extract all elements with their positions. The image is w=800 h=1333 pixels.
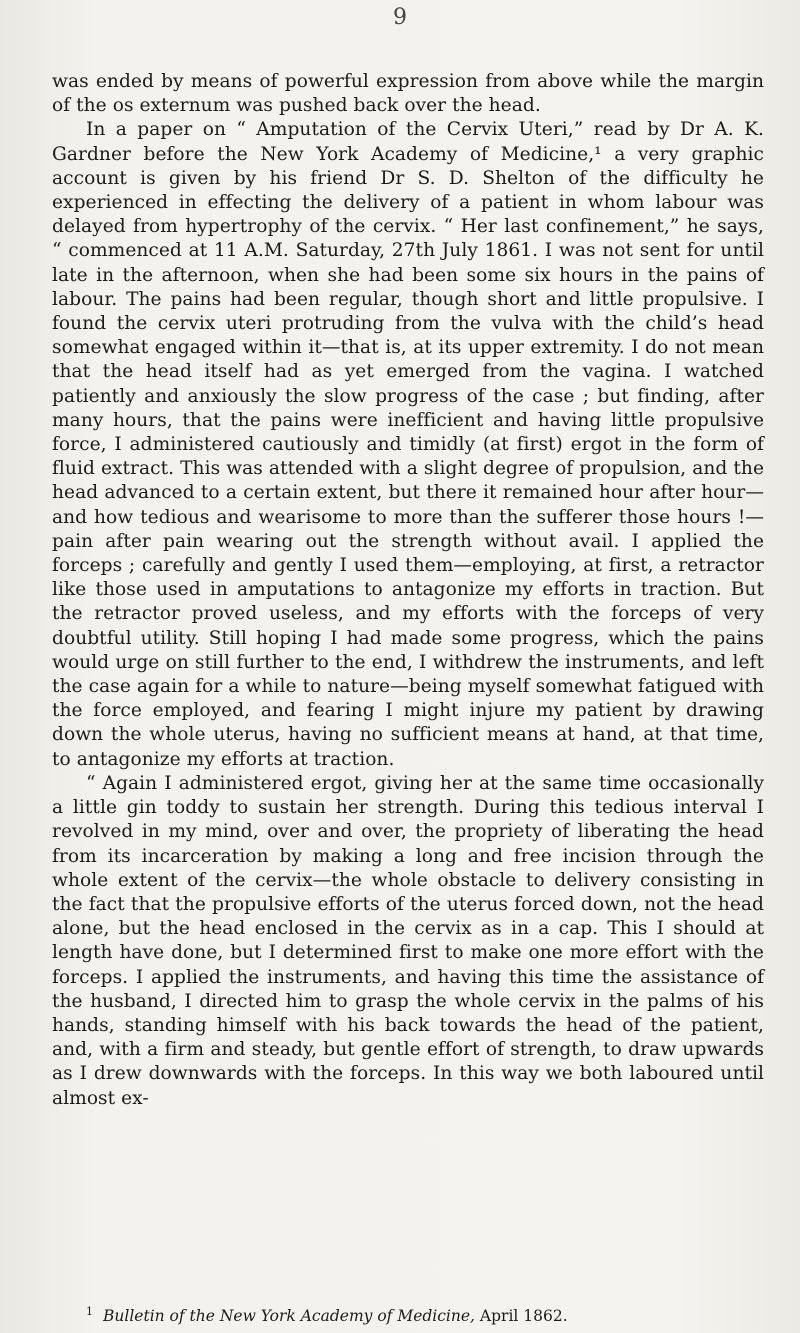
footnote-marker: 1 bbox=[86, 1305, 93, 1318]
footnote-date: April 1862. bbox=[479, 1307, 568, 1326]
paragraph-gardner-paper: In a paper on “ Amputation of the Cervix Uteri,” read by Dr A. K. Gardner before the New York Academy of Medicine,¹ a very graphic account is given by his friend Dr S. D. Shelton of the difficulty he experienced in effecting the delivery of a patient in whom labour was delayed from hypertrophy of the cervix. “ Her last confinement,” he says, “ commenced at 11 A.M. Saturday, 27th July 1861. I was not sent for until late in the afternoon, when she had been some six hours in the pains of labour. The pains had been regular, though short and little propulsive. I found the cervix uteri protruding from the vulva with the child’s head somewhat engaged within it—that is, at its upper extremity. I do not mean that the head itself had as yet emerged from the vagina. I watched patiently and anxiously the slow progress of the case ; but finding, after many hours, that the pains were inefficient and having little propulsive force, I administered cautiously and timidly (at first) ergot in the form of fluid extract. This was attended with a slight degree of propulsion, and the head advanced to a certain extent, but there it remained hour after hour—and how tedious and wearisome to more than the sufferer those hours !—pain after pain wearing out the strength without avail. I applied the forceps ; carefully and gently I used them—employing, at first, a retractor like those used in amputations to antagonize my efforts in traction. But the retractor proved useless, and my efforts with the forceps of very doubtful utility. Still hoping I had made some progress, which the pains would urge on still further to the end, I withdrew the instruments, and left the case again for a while to nature—being myself somewhat fatigued with the force employed, and fearing I might injure my patient by drawing down the whole uterus, having no sufficient means at hand, at that time, to antagonize my efforts at traction. bbox=[52, 119, 764, 770]
body-text bbox=[52, 70, 764, 1111]
page-number: 9 bbox=[393, 5, 407, 30]
paragraph-continuation: was ended by means of powerful expression from above while the margin of the os externum was pushed back over the head. bbox=[52, 71, 764, 117]
footnote-title: Bulletin of the New York Academy of Medicine, bbox=[103, 1307, 475, 1326]
paragraph-second-ergot: “ Again I administered ergot, giving her at the same time occasionally a little gin toddy to sustain her strength. During this tedious interval I revolved in my mind, over and over, the propriety of liberating the head from its incarceration by making a long and free incision through the whole extent of the cervix—the whole obstacle to delivery consisting in the fact that the propulsive efforts of the uterus forced down, not the head alone, but the head enclosed in the cervix as in a cap. This I should at length have done, but I determined first to make one more effort with the forceps. I applied the instruments, and having this time the assistance of the husband, I directed him to grasp the whole cervix in the palms of his hands, standing himself with his back towards the head of the patient, and, with a firm and steady, but gentle effort of strength, to draw upwards as I drew downwards with the forceps. In this way we both laboured until almost ex- bbox=[52, 772, 764, 1109]
footnote bbox=[86, 1302, 766, 1326]
